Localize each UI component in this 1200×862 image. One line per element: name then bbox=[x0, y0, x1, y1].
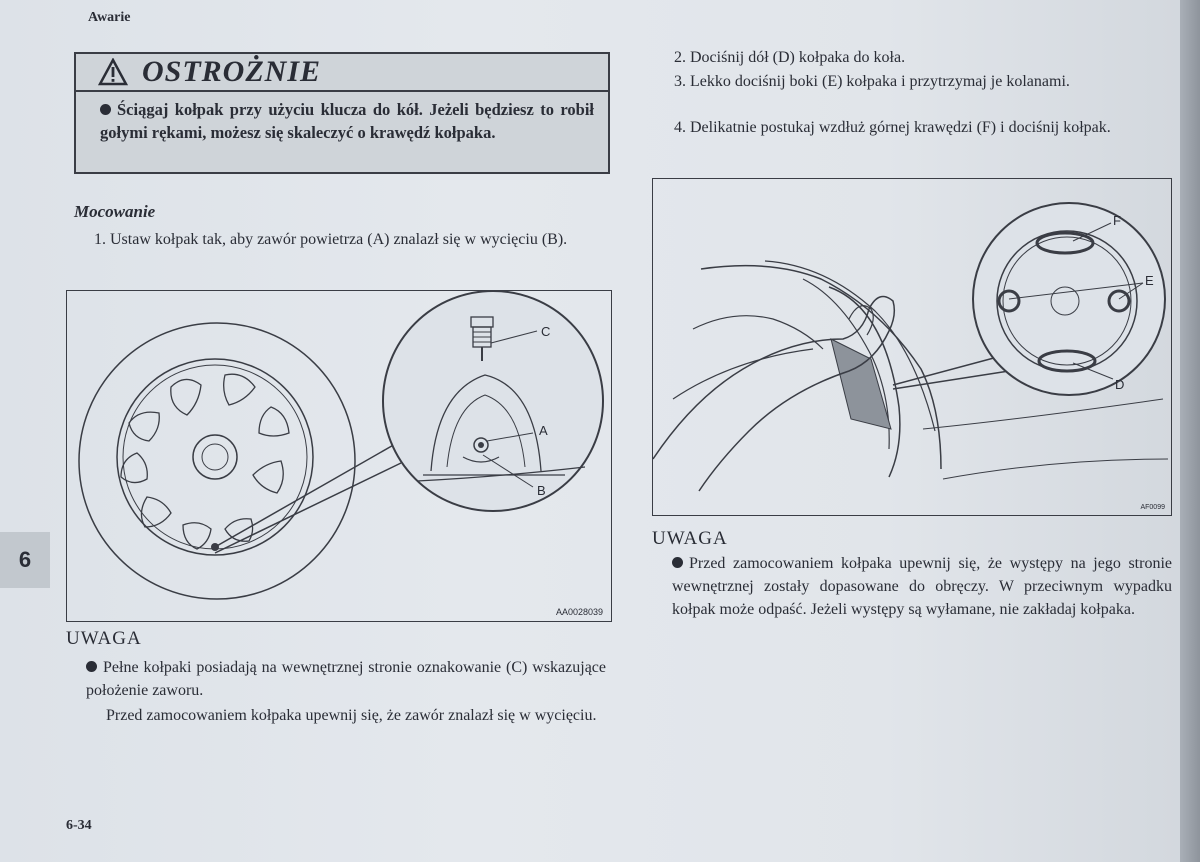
label-f: F bbox=[1113, 213, 1121, 228]
step-3: 3. Lekko dociśnij boki (E) kołpaka i przytrzymaj je kolanami. bbox=[674, 73, 1070, 90]
mounting-title: Mocowanie bbox=[74, 202, 156, 221]
step-2: 2. Dociśnij dół (D) kołpaka do koła. bbox=[674, 49, 906, 66]
figure-code-left: AA0028039 bbox=[555, 607, 603, 617]
section-header: Awarie bbox=[88, 10, 131, 25]
installation-figure bbox=[652, 178, 1172, 516]
bullet-icon bbox=[86, 661, 97, 672]
label-b: B bbox=[537, 483, 546, 498]
installation-illustration bbox=[653, 179, 1170, 514]
label-e: E bbox=[1145, 273, 1154, 288]
page-edge bbox=[1180, 0, 1200, 862]
note-title-left: UWAGA bbox=[66, 628, 142, 649]
label-d: D bbox=[1115, 377, 1125, 392]
note-left-block bbox=[86, 656, 606, 702]
note-right-text: Przed zamocowaniem kołpaka upewnij się, że występy na jego stronie wewnętrznej zostały dopasowane do obręczy. W przeciwnym wypadku kołpak może odpaść. Jeżeli występy są wyłamane, nie zakładaj kołpaka. bbox=[672, 555, 1172, 618]
page-number: 6-34 bbox=[66, 818, 92, 833]
hubcap-illustration bbox=[67, 291, 610, 620]
bullet-icon bbox=[100, 104, 111, 115]
caution-title: OSTROŻNIE bbox=[142, 55, 322, 88]
caution-text-block bbox=[76, 92, 608, 144]
label-c: C bbox=[541, 324, 551, 339]
note-title-right: UWAGA bbox=[652, 528, 728, 549]
caution-header bbox=[76, 54, 608, 92]
hubcap-figure bbox=[66, 290, 612, 622]
figure-code-right: AF0099 bbox=[1140, 504, 1165, 511]
note-left-text2: Przed zamocowaniem kołpaka upewnij się, że zawór znalazł się w wycięciu. bbox=[106, 707, 597, 724]
note-left-text1: Pełne kołpaki posiadają na wewnętrznej stronie oznakowanie (C) wskazujące położenie zaworu. bbox=[86, 659, 606, 699]
label-a: A bbox=[539, 423, 548, 438]
caution-box bbox=[74, 52, 610, 174]
chapter-tab: 6 bbox=[0, 532, 50, 588]
caution-text: Ściągaj kołpak przy użyciu klucza do kół. Jeżeli będziesz to robił gołymi rękami, możesz się skaleczyć o krawędź kołpaka. bbox=[100, 100, 594, 142]
mounting-step-1: 1. Ustaw kołpak tak, aby zawór powietrza (A) znalazł się w wycięciu (B). bbox=[94, 231, 568, 248]
bullet-icon bbox=[672, 557, 683, 568]
note-right-block bbox=[672, 552, 1172, 621]
warning-triangle-icon bbox=[98, 58, 128, 86]
step-4: 4. Delikatnie postukaj wzdłuż górnej krawędzi (F) i dociśnij kołpak. bbox=[674, 119, 1111, 136]
